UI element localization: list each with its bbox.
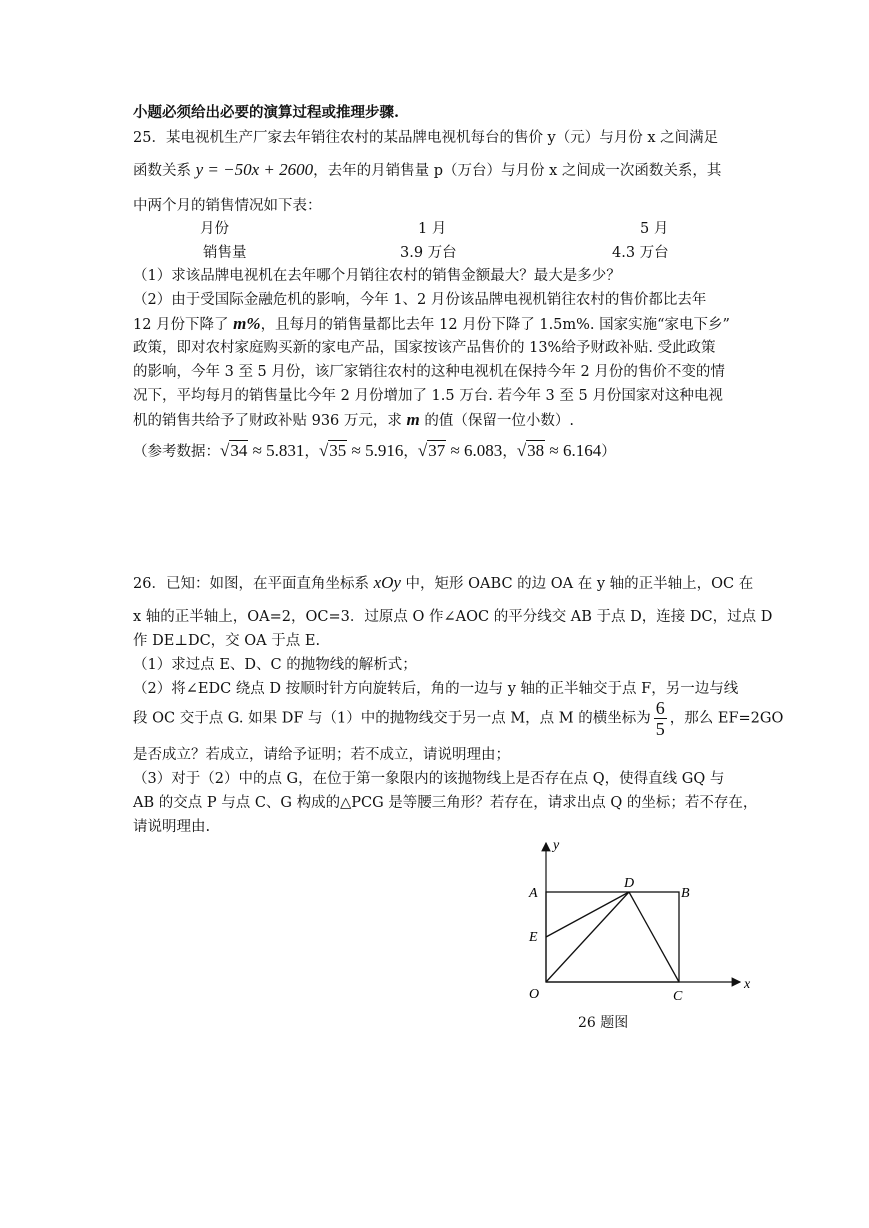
q26-part-2-line-3: 是否成立？若成立，请给予证明；若不成立，请说明理由； (133, 747, 510, 763)
ref-end: ） (601, 444, 616, 460)
q25-part-2-line-5: 况下，平均每月的销售量比今年 2 月份增加了 1.5 万台. 若今年 3 至 5 月份国家对这种电视 (133, 388, 723, 404)
ref-label: （参考数据： (133, 444, 220, 460)
q26-xoy: xOy (373, 573, 401, 592)
ref-item-1: √34 ≈ 5.831 (220, 441, 305, 460)
q25-line-2 (133, 160, 721, 181)
q26-part-3-line-1: （3）对于（2）中的点 G，在位于第一象限内的该抛物线上是否存在点 Q，使得直线 GQ 与 (133, 771, 725, 787)
label-a: A (529, 886, 538, 901)
rectangle-oabc (546, 892, 679, 982)
q25-m-percent: m% (233, 314, 261, 333)
ref-item-4: √38 ≈ 6.164 (516, 441, 602, 460)
label-e: E (529, 930, 538, 945)
ref-item-3: √37 ≈ 6.083 (417, 441, 503, 460)
q25-line-2-pre: 函数关系 (133, 163, 196, 179)
q25-part-2-line-6-b: 的值（保留一位小数）. (419, 413, 574, 429)
q25-function-formula: y = −50x + 2600 (195, 160, 314, 179)
q26-part-2-line-2-a: 段 OC 交于点 G. 如果 DF 与（1）中的抛物线交于另一点 M，点 M 的横坐标为 (133, 710, 651, 727)
q25-reference-data: （参考数据：√34 ≈ 5.831，√35 ≈ 5.916，√37 ≈ 6.083，√38 ≈ 6.164） (133, 441, 616, 460)
q25-part-2-line-4: 的影响，今年 3 至 5 月份，该厂家销往农村的这种电视机在保持今年 2 月份的售价不变的情 (133, 364, 725, 380)
q25-part-2-line-2-a: 12 月份下降了 (133, 317, 234, 333)
q25-line-3: 中两个月的销售情况如下表： (133, 198, 322, 214)
label-x: x (744, 977, 751, 992)
q26-part-3-line-2: AB 的交点 P 与点 C、G 构成的△PCG 是等腰三角形？若存在，请求出点 Q 的坐标；若不存在， (133, 795, 758, 811)
q26-line-2: x 轴的正半轴上，OA=2，OC=3．过原点 O 作∠AOC 的平分线交 AB 于点 D，连接 DC，过点 D (133, 609, 773, 625)
table-month-1: 1 月 (418, 221, 447, 237)
q25-part-2-line-1: （2）由于受国际金融危机的影响，今年 1、2 月份该品牌电视机销往农村的售价都比去年 (133, 292, 707, 308)
label-b: B (681, 886, 690, 901)
figure-caption: 26 题图 (578, 1015, 629, 1031)
q26-line-1-a: 26．已知：如图，在平面直角坐标系 (133, 576, 374, 592)
q26-part-2-line-1: （2）将∠EDC 绕点 D 按顺时针方向旋转后，角的一边与 y 轴的正半轴交于点 F，另一边与线 (133, 681, 739, 697)
instruction-header: 小题必须给出必要的演算过程或推理步骤. (133, 104, 400, 121)
geometry-figure (520, 835, 760, 1010)
q26-part-3-line-3: 请说明理由. (133, 819, 211, 835)
q26-part-2-line-2 (133, 698, 783, 739)
segment-dc (629, 892, 679, 982)
label-d: D (624, 876, 635, 891)
q25-part-2-line-6 (133, 410, 574, 431)
label-y: y (553, 838, 560, 853)
label-o: O (529, 987, 540, 1002)
q25-line-1: 25．某电视机生产厂家去年销往农村的某品牌电视机每台的售价 y（元）与月份 x 之间满足 (133, 130, 719, 146)
q25-line-2-post: ，去年的月销售量 p（万台）与月份 x 之间成一次函数关系，其 (313, 163, 722, 179)
q26-part-2-line-2-b: ，那么 EF=2GO (669, 710, 784, 727)
table-header-sales: 销售量 (203, 245, 247, 261)
q25-part-2-line-3: 政策，即对农村家庭购买新的家电产品，国家按该产品售价的 13%给予财政补贴. 受此政策 (133, 340, 716, 356)
q26-line-3: 作 DE⊥DC，交 OA 于点 E. (133, 633, 321, 649)
label-c: C (673, 989, 683, 1004)
q26-part-1: （1）求过点 E、D、C 的抛物线的解析式； (133, 657, 417, 673)
table-month-5: 5 月 (640, 221, 669, 237)
q26-line-1-b: 中，矩形 OABC 的边 OA 在 y 轴的正半轴上，OC 在 (400, 576, 754, 592)
table-header-month: 月份 (200, 221, 229, 237)
q25-m-variable: m (406, 410, 420, 429)
q25-part-1: （1）求该品牌电视机在去年哪个月销往农村的销售金额最大？最大是多少？ (133, 268, 621, 284)
table-sales-5: 4.3 万台 (612, 245, 669, 261)
q25-part-2-line-6-a: 机的销售共给予了财政补贴 936 万元，求 (133, 413, 407, 429)
ref-item-2: √35 ≈ 5.916 (318, 441, 404, 460)
table-sales-1: 3.9 万台 (400, 245, 457, 261)
q26-line-1 (133, 573, 753, 594)
segment-ed (546, 892, 629, 937)
fraction-six-fifths: $\frac{6}{5}$ (655, 698, 665, 739)
segment-od (546, 892, 629, 982)
q25-part-2-line-2-b: ，且每月的销售量都比去年 12 月份下降了 1.5m%. 国家实施“家电下乡” (260, 317, 730, 333)
q25-part-2-line-2 (133, 314, 730, 335)
